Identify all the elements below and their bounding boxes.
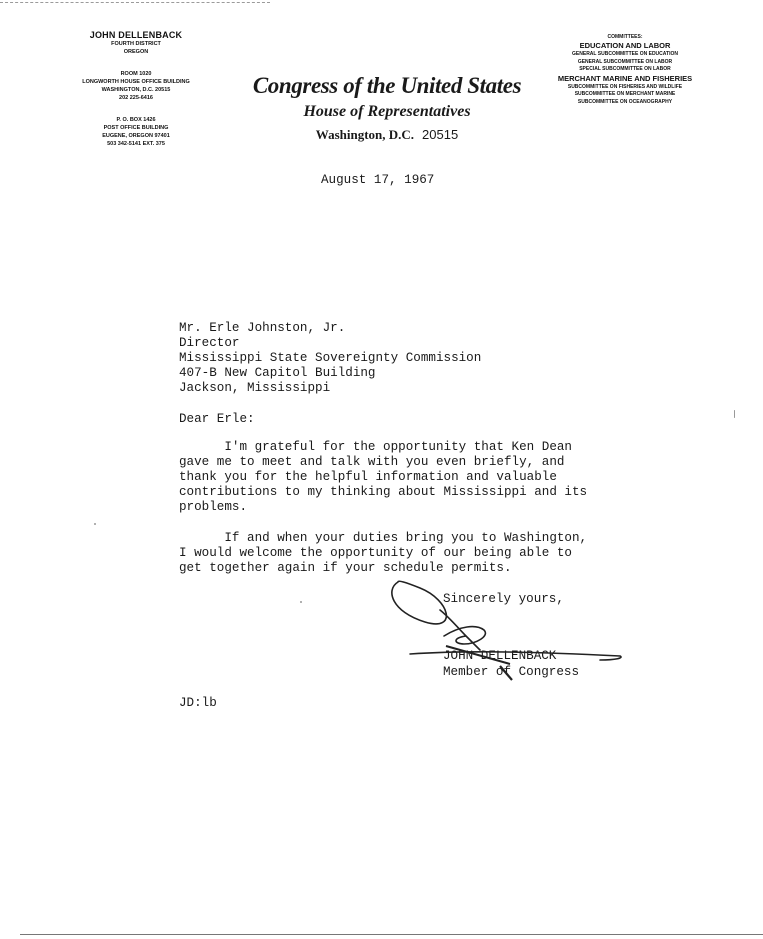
scan-top-edge <box>0 2 270 3</box>
address-line: 407-B New Capitol Building <box>179 366 376 380</box>
letterhead-title: Congress of the United States <box>252 73 522 98</box>
address-line: Director <box>179 336 240 350</box>
subcommittee: GENERAL SUBCOMMITTEE ON EDUCATION <box>572 51 678 57</box>
subcommittee: SPECIAL SUBCOMMITTEE ON LABOR <box>579 66 671 72</box>
committee-education: EDUCATION AND LABOR <box>579 41 671 50</box>
subcommittee: SUBCOMMITTEE ON FISHERIES AND WILDLIFE <box>567 83 683 90</box>
handwritten-signature <box>380 570 630 690</box>
body-line: thank you for the helpful information and valuable <box>179 470 557 484</box>
body-line: I'm grateful for the opportunity that Ken Dean <box>179 440 572 454</box>
body-line: If and when your duties bring you to Washington, <box>179 531 588 545</box>
body-line: get together again if your schedule permits. <box>179 561 512 575</box>
address-line: Mississippi State Sovereignty Commission <box>179 351 482 365</box>
subcommittee: GENERAL SUBCOMMITTEE ON LABOR <box>577 58 673 65</box>
local-address: EUGENE, OREGON 97401 <box>102 133 170 139</box>
recipient-address <box>179 321 481 396</box>
letterhead-left <box>48 30 224 148</box>
building: LONGWORTH HOUSE OFFICE BUILDING <box>82 79 190 85</box>
letter-date: August 17, 1967 <box>321 173 435 187</box>
body-line: contributions to my thinking about Mississippi and its <box>179 485 588 499</box>
congressman-name: JOHN DELLENBACK <box>89 30 183 40</box>
closing: Sincerely yours, <box>443 592 564 606</box>
letterhead-subtitle: House of Representatives <box>303 103 471 120</box>
subcommittee: SUBCOMMITTEE ON MERCHANT MARINE <box>574 91 676 97</box>
district: FOURTH DISTRICT <box>111 41 161 47</box>
local-phone: 503 342-5141 EXT. 375 <box>107 141 165 147</box>
scan-speck <box>734 410 735 418</box>
salutation: Dear Erle: <box>179 412 255 426</box>
letterhead-right <box>534 33 716 106</box>
body-line: I would welcome the opportunity of our being able to <box>179 546 572 560</box>
scan-speck <box>94 523 96 525</box>
body-line: gave me to meet and talk with you even briefly, and <box>179 455 565 469</box>
committees-header: COMMITTEES: <box>607 34 643 40</box>
post-office: POST OFFICE BUILDING <box>103 125 169 131</box>
scan-speck <box>300 601 302 603</box>
scan-bottom-edge <box>20 934 763 935</box>
letterhead-city <box>238 125 536 145</box>
address-line: Jackson, Mississippi <box>179 381 331 395</box>
po-box: P. O. BOX 1426 <box>116 117 156 123</box>
dc-phone: 202 225-6416 <box>119 95 153 101</box>
paragraph-1 <box>179 440 587 515</box>
signer-title: Member of Congress <box>443 665 580 679</box>
letterhead-zip: 20515 <box>422 127 459 142</box>
address-line: Mr. Erle Johnston, Jr. <box>179 321 346 335</box>
dc-address: WASHINGTON, D.C. 20515 <box>101 87 171 93</box>
typist-initials: JD:lb <box>179 696 217 710</box>
letterhead-center <box>238 72 536 145</box>
room: ROOM 1020 <box>120 71 152 77</box>
committee-merchant-marine: MERCHANT MARINE AND FISHERIES <box>557 73 693 83</box>
letterhead-city-name: Washington, D.C. <box>315 127 415 142</box>
signer-name: JOHN DELLENBACK <box>443 649 557 663</box>
state: OREGON <box>123 49 149 55</box>
body-line: problems. <box>179 500 248 514</box>
subcommittee: SUBCOMMITTEE ON OCEANOGRAPHY <box>577 98 673 105</box>
